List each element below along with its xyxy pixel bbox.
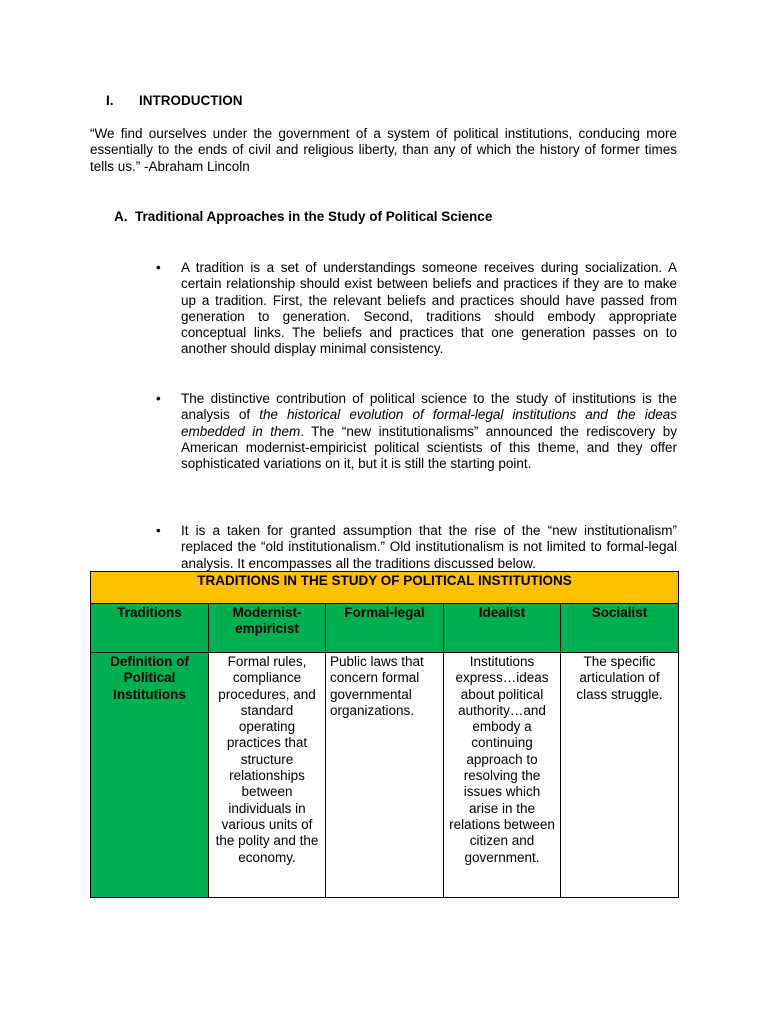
section-number: I.	[106, 93, 114, 108]
row-label-definition: Definition of Political Institutions	[91, 653, 209, 898]
bullet-item-distinctive-contribution	[156, 391, 677, 472]
subsection-heading-traditional-approaches	[114, 209, 492, 225]
cell-formal-legal: Public laws that concern formal governmental organizations.	[326, 653, 444, 898]
bullet-text-emphasis: the historical evolution of formal-legal institutions and the ideas embedded in them	[181, 407, 677, 439]
column-header-modernist-empiricist: Modernist-empiricist	[209, 604, 326, 653]
bullet-text-end: . The “new institutionalisms” announced the rediscovery by American modernist-empiricist political scientists of this theme, and they offer sophisticated variations on it, but it is still the starting point.	[181, 423, 677, 472]
bullet-icon: •	[156, 391, 161, 406]
section-heading-introduction	[106, 93, 243, 109]
subsection-title: Traditional Approaches in the Study of Political Science	[135, 209, 493, 224]
section-title: INTRODUCTION	[139, 93, 243, 108]
bullet-item-tradition-definition	[156, 260, 677, 358]
bullet-text-start: The distinctive contribution of political science to the study of institutions is the analysis of	[181, 391, 677, 423]
bullet-icon: •	[156, 260, 161, 275]
column-header-idealist: Idealist	[444, 604, 561, 653]
traditions-table	[90, 571, 679, 898]
column-header-socialist: Socialist	[561, 604, 679, 653]
cell-socialist: The specific articulation of class struggle.	[561, 653, 679, 898]
cell-modernist-empiricist: Formal rules, compliance procedures, and standard operating practices that structure relationships between individuals in various units of the polity and the economy.	[209, 653, 326, 898]
table-row	[91, 653, 679, 898]
cell-idealist: Institutions express…ideas about political authority…and embody a continuing approach to resolving the issues which arise in the relations between citizen and government.	[444, 653, 561, 898]
subsection-letter: A.	[114, 209, 128, 224]
bullet-icon: •	[156, 523, 161, 538]
column-header-traditions: Traditions	[91, 604, 209, 653]
bullet-item-new-institutionalism	[156, 523, 677, 571]
bullet-text: It is a taken for granted assumption that the rise of the “new institutionalism” replaced the “old institutionalism.” Old institutionalism is not limited to formal-legal analysis. It encompasses all the traditions discussed below.	[181, 523, 677, 571]
table-title: TRADITIONS IN THE STUDY OF POLITICAL INSTITUTIONS	[91, 572, 679, 604]
column-header-formal-legal: Formal-legal	[326, 604, 444, 653]
bullet-text: A tradition is a set of understandings someone receives during socialization. A certain relationship should exist between beliefs and practices if they are to make up a tradition. First, the relevant beliefs and practices should have passed from generation to generation. Second, traditions should embody appropriate conceptual links. The beliefs and practices that one generation passes on to another should display minimal consistency.	[181, 260, 677, 357]
lincoln-quote: “We find ourselves under the government of a system of political institutions, conducing more essentially to the ends of civil and religious liberty, than any of which the history of former times tells us.” -Abraham Lincoln	[90, 126, 677, 174]
